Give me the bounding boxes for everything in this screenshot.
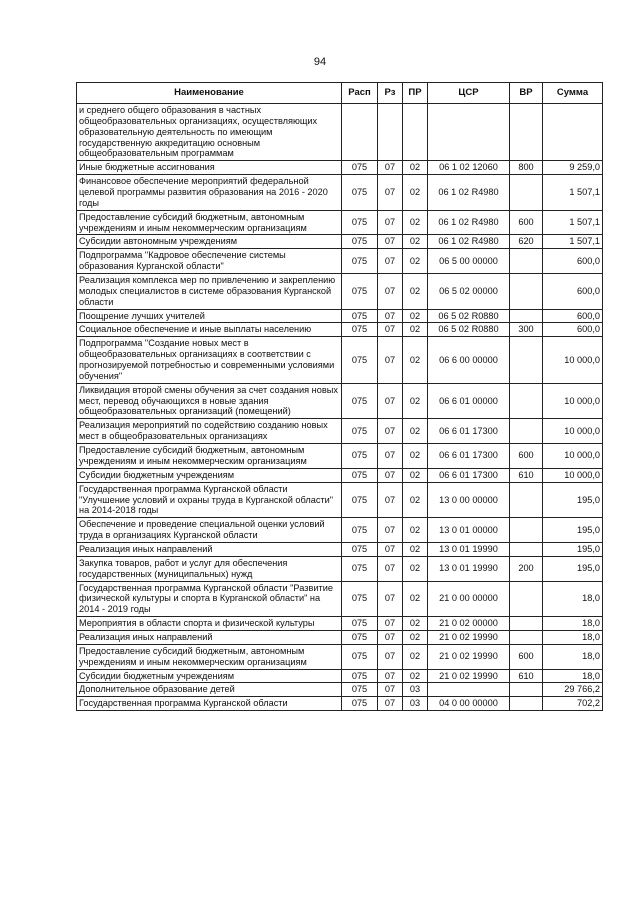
cell-rz: 07 (378, 309, 403, 323)
cell-rz: 07 (378, 161, 403, 175)
table-row (77, 323, 603, 337)
cell-sum (543, 104, 603, 161)
table-row (77, 337, 603, 383)
cell-csr: 21 0 02 19990 (428, 644, 510, 669)
cell-csr: 06 1 02 R4980 (428, 175, 510, 211)
cell-csr: 21 0 00 00000 (428, 581, 510, 617)
cell-rasp: 075 (342, 210, 378, 235)
cell-rz: 07 (378, 337, 403, 383)
cell-rz: 07 (378, 617, 403, 631)
cell-csr: 06 1 02 12060 (428, 161, 510, 175)
cell-pr: 02 (403, 274, 428, 310)
header-vr: ВР (510, 83, 543, 104)
table-row (77, 669, 603, 683)
cell-rz: 07 (378, 249, 403, 274)
cell-rasp: 075 (342, 581, 378, 617)
cell-rz: 07 (378, 235, 403, 249)
cell-rz (378, 104, 403, 161)
table-row (77, 630, 603, 644)
cell-sum: 1 507,1 (543, 210, 603, 235)
cell-sum: 18,0 (543, 630, 603, 644)
cell-rasp: 075 (342, 249, 378, 274)
cell-sum: 600,0 (543, 274, 603, 310)
cell-rasp: 075 (342, 683, 378, 697)
cell-name: и среднего общего образования в частных общеобразовательных организациях, осуществляющих образовательную деятельность по имеющим государственную аккредитацию основным общеобразовательным программам (77, 104, 342, 161)
cell-csr: 13 0 01 19990 (428, 542, 510, 556)
cell-vr (510, 419, 543, 444)
cell-vr (510, 518, 543, 543)
cell-vr (510, 542, 543, 556)
table-row (77, 617, 603, 631)
cell-rz: 07 (378, 669, 403, 683)
cell-csr: 06 5 02 R0880 (428, 309, 510, 323)
table-row (77, 697, 603, 711)
cell-pr: 02 (403, 644, 428, 669)
cell-rz: 07 (378, 630, 403, 644)
cell-pr: 02 (403, 383, 428, 419)
cell-csr: 13 0 00 00000 (428, 482, 510, 518)
cell-rasp: 075 (342, 468, 378, 482)
cell-csr: 06 6 01 17300 (428, 468, 510, 482)
cell-rz: 07 (378, 697, 403, 711)
cell-name: Государственная программа Курганской области "Улучшение условий и охраны труда в Курганской области" на 2014-2018 годы (77, 482, 342, 518)
cell-csr: 04 0 00 00000 (428, 697, 510, 711)
cell-name: Подпрограмма "Кадровое обеспечение системы образования Курганской области" (77, 249, 342, 274)
cell-vr (510, 630, 543, 644)
cell-csr: 06 1 02 R4980 (428, 235, 510, 249)
cell-rz: 07 (378, 175, 403, 211)
cell-pr: 02 (403, 617, 428, 631)
table-row (77, 210, 603, 235)
cell-pr: 02 (403, 630, 428, 644)
cell-pr: 02 (403, 210, 428, 235)
cell-name: Государственная программа Курганской области (77, 697, 342, 711)
cell-sum: 195,0 (543, 482, 603, 518)
cell-name: Социальное обеспечение и иные выплаты населению (77, 323, 342, 337)
cell-rz: 07 (378, 419, 403, 444)
cell-name: Поощрение лучших учителей (77, 309, 342, 323)
cell-vr: 610 (510, 468, 543, 482)
cell-name: Субсидии бюджетным учреждениям (77, 468, 342, 482)
table-row (77, 383, 603, 419)
table-body (77, 104, 603, 711)
cell-vr (510, 482, 543, 518)
cell-sum: 1 507,1 (543, 175, 603, 211)
cell-sum: 9 259,0 (543, 161, 603, 175)
table-row (77, 235, 603, 249)
cell-csr: 06 6 00 00000 (428, 337, 510, 383)
cell-name: Закупка товаров, работ и услуг для обеспечения государственных (муниципальных) нужд (77, 556, 342, 581)
cell-rasp (342, 104, 378, 161)
cell-name: Обеспечение и проведение специальной оценки условий труда в организациях Курганской области (77, 518, 342, 543)
cell-pr: 03 (403, 697, 428, 711)
table-row (77, 482, 603, 518)
cell-pr: 02 (403, 175, 428, 211)
cell-csr: 06 5 02 R0880 (428, 323, 510, 337)
cell-rz: 07 (378, 556, 403, 581)
cell-rasp: 075 (342, 419, 378, 444)
cell-rasp: 075 (342, 617, 378, 631)
cell-name: Ликвидация второй смены обучения за счет создания новых мест, перевод обучающихся в новые здания общеобразовательных организаций (помещений) (77, 383, 342, 419)
cell-name: Реализация иных направлений (77, 630, 342, 644)
cell-rz: 07 (378, 542, 403, 556)
cell-vr (510, 617, 543, 631)
cell-csr: 06 5 02 00000 (428, 274, 510, 310)
cell-rasp: 075 (342, 274, 378, 310)
cell-name: Предоставление субсидий бюджетным, автономным учреждениям и иным некоммерческим организациям (77, 644, 342, 669)
cell-vr (510, 104, 543, 161)
cell-sum: 10 000,0 (543, 444, 603, 469)
cell-sum: 195,0 (543, 542, 603, 556)
cell-name: Подпрограмма "Создание новых мест в общеобразовательных организациях в соответствии с прогнозируемой потребностью и современными условиями обучения" (77, 337, 342, 383)
cell-rz: 07 (378, 581, 403, 617)
cell-pr: 02 (403, 235, 428, 249)
cell-vr (510, 383, 543, 419)
cell-rasp: 075 (342, 444, 378, 469)
cell-pr: 02 (403, 249, 428, 274)
cell-name: Предоставление субсидий бюджетным, автономным учреждениям и иным некоммерческим организациям (77, 444, 342, 469)
cell-vr: 300 (510, 323, 543, 337)
cell-vr (510, 337, 543, 383)
cell-csr: 21 0 02 00000 (428, 617, 510, 631)
cell-csr: 06 6 01 17300 (428, 444, 510, 469)
cell-vr (510, 697, 543, 711)
cell-name: Государственная программа Курганской области "Развитие физической культуры и спорта в Курганской области" на 2014 - 2019 годы (77, 581, 342, 617)
cell-pr: 02 (403, 468, 428, 482)
cell-pr: 02 (403, 323, 428, 337)
cell-pr: 02 (403, 419, 428, 444)
cell-rasp: 075 (342, 630, 378, 644)
cell-rz: 07 (378, 444, 403, 469)
cell-rasp: 075 (342, 323, 378, 337)
cell-sum: 10 000,0 (543, 383, 603, 419)
cell-rz: 07 (378, 468, 403, 482)
cell-rz: 07 (378, 323, 403, 337)
cell-sum: 18,0 (543, 644, 603, 669)
table-row (77, 581, 603, 617)
cell-csr: 06 1 02 R4980 (428, 210, 510, 235)
cell-vr: 620 (510, 235, 543, 249)
cell-name: Предоставление субсидий бюджетным, автономным учреждениям и иным некоммерческим организациям (77, 210, 342, 235)
cell-vr: 600 (510, 210, 543, 235)
table-row (77, 556, 603, 581)
cell-sum: 600,0 (543, 309, 603, 323)
table-header-row (77, 83, 603, 104)
table-row (77, 161, 603, 175)
cell-rasp: 075 (342, 175, 378, 211)
cell-pr (403, 104, 428, 161)
cell-name: Дополнительное образование детей (77, 683, 342, 697)
table-row (77, 104, 603, 161)
cell-sum: 195,0 (543, 556, 603, 581)
cell-rasp: 075 (342, 235, 378, 249)
cell-vr (510, 309, 543, 323)
cell-name: Субсидии бюджетным учреждениям (77, 669, 342, 683)
cell-rasp: 075 (342, 644, 378, 669)
cell-rasp: 075 (342, 161, 378, 175)
cell-rz: 07 (378, 518, 403, 543)
cell-rz: 07 (378, 644, 403, 669)
cell-sum: 18,0 (543, 669, 603, 683)
cell-pr: 02 (403, 161, 428, 175)
cell-rasp: 075 (342, 309, 378, 323)
cell-rasp: 075 (342, 542, 378, 556)
cell-csr (428, 104, 510, 161)
header-csr: ЦСР (428, 83, 510, 104)
cell-pr: 03 (403, 683, 428, 697)
cell-vr: 800 (510, 161, 543, 175)
page-number: 94 (313, 56, 327, 68)
table-row (77, 644, 603, 669)
table-row (77, 274, 603, 310)
cell-pr: 02 (403, 542, 428, 556)
cell-sum: 1 507,1 (543, 235, 603, 249)
header-rz: Рз (378, 83, 403, 104)
cell-rasp: 075 (342, 669, 378, 683)
cell-csr: 21 0 02 19990 (428, 630, 510, 644)
cell-name: Реализация мероприятий по содействию созданию новых мест в общеобразовательных организациях (77, 419, 342, 444)
table-row (77, 518, 603, 543)
cell-name: Мероприятия в области спорта и физической культуры (77, 617, 342, 631)
cell-vr: 600 (510, 444, 543, 469)
header-rasp: Расп (342, 83, 378, 104)
cell-csr: 06 6 01 00000 (428, 383, 510, 419)
cell-name: Реализация комплекса мер по привлечению и закреплению молодых специалистов в системе образования Курганской области (77, 274, 342, 310)
header-sum: Сумма (543, 83, 603, 104)
cell-rz: 07 (378, 683, 403, 697)
cell-name: Финансовое обеспечение мероприятий федеральной целевой программы развития образования на 2016 - 2020 годы (77, 175, 342, 211)
cell-rasp: 075 (342, 697, 378, 711)
cell-pr: 02 (403, 482, 428, 518)
table-row (77, 683, 603, 697)
cell-name: Субсидии автономным учреждениям (77, 235, 342, 249)
cell-csr: 06 5 00 00000 (428, 249, 510, 274)
cell-vr: 600 (510, 644, 543, 669)
table-row (77, 542, 603, 556)
cell-rz: 07 (378, 383, 403, 419)
cell-csr: 06 6 01 17300 (428, 419, 510, 444)
cell-vr: 200 (510, 556, 543, 581)
cell-vr (510, 249, 543, 274)
cell-vr (510, 683, 543, 697)
cell-pr: 02 (403, 556, 428, 581)
cell-rz: 07 (378, 274, 403, 310)
cell-pr: 02 (403, 518, 428, 543)
cell-csr: 13 0 01 00000 (428, 518, 510, 543)
cell-rasp: 075 (342, 383, 378, 419)
cell-sum: 18,0 (543, 617, 603, 631)
cell-sum: 29 766,2 (543, 683, 603, 697)
cell-name: Иные бюджетные ассигнования (77, 161, 342, 175)
table-row (77, 444, 603, 469)
cell-pr: 02 (403, 337, 428, 383)
cell-csr: 21 0 02 19990 (428, 669, 510, 683)
table-row (77, 419, 603, 444)
cell-sum: 18,0 (543, 581, 603, 617)
cell-rz: 07 (378, 210, 403, 235)
cell-rasp: 075 (342, 518, 378, 543)
table-row (77, 249, 603, 274)
cell-rasp: 075 (342, 482, 378, 518)
header-pr: ПР (403, 83, 428, 104)
cell-sum: 600,0 (543, 323, 603, 337)
cell-vr (510, 274, 543, 310)
cell-sum: 10 000,0 (543, 468, 603, 482)
cell-vr (510, 581, 543, 617)
cell-rasp: 075 (342, 337, 378, 383)
cell-vr: 610 (510, 669, 543, 683)
cell-rasp: 075 (342, 556, 378, 581)
cell-sum: 702,2 (543, 697, 603, 711)
cell-sum: 10 000,0 (543, 419, 603, 444)
table-row (77, 468, 603, 482)
table-row (77, 309, 603, 323)
cell-pr: 02 (403, 309, 428, 323)
cell-sum: 195,0 (543, 518, 603, 543)
cell-pr: 02 (403, 444, 428, 469)
cell-vr (510, 175, 543, 211)
cell-pr: 02 (403, 669, 428, 683)
cell-rz: 07 (378, 482, 403, 518)
cell-pr: 02 (403, 581, 428, 617)
cell-name: Реализация иных направлений (77, 542, 342, 556)
cell-csr: 13 0 01 19990 (428, 556, 510, 581)
budget-table (76, 82, 603, 711)
header-name: Наименование (77, 83, 342, 104)
table-row (77, 175, 603, 211)
cell-sum: 10 000,0 (543, 337, 603, 383)
cell-sum: 600,0 (543, 249, 603, 274)
cell-csr (428, 683, 510, 697)
